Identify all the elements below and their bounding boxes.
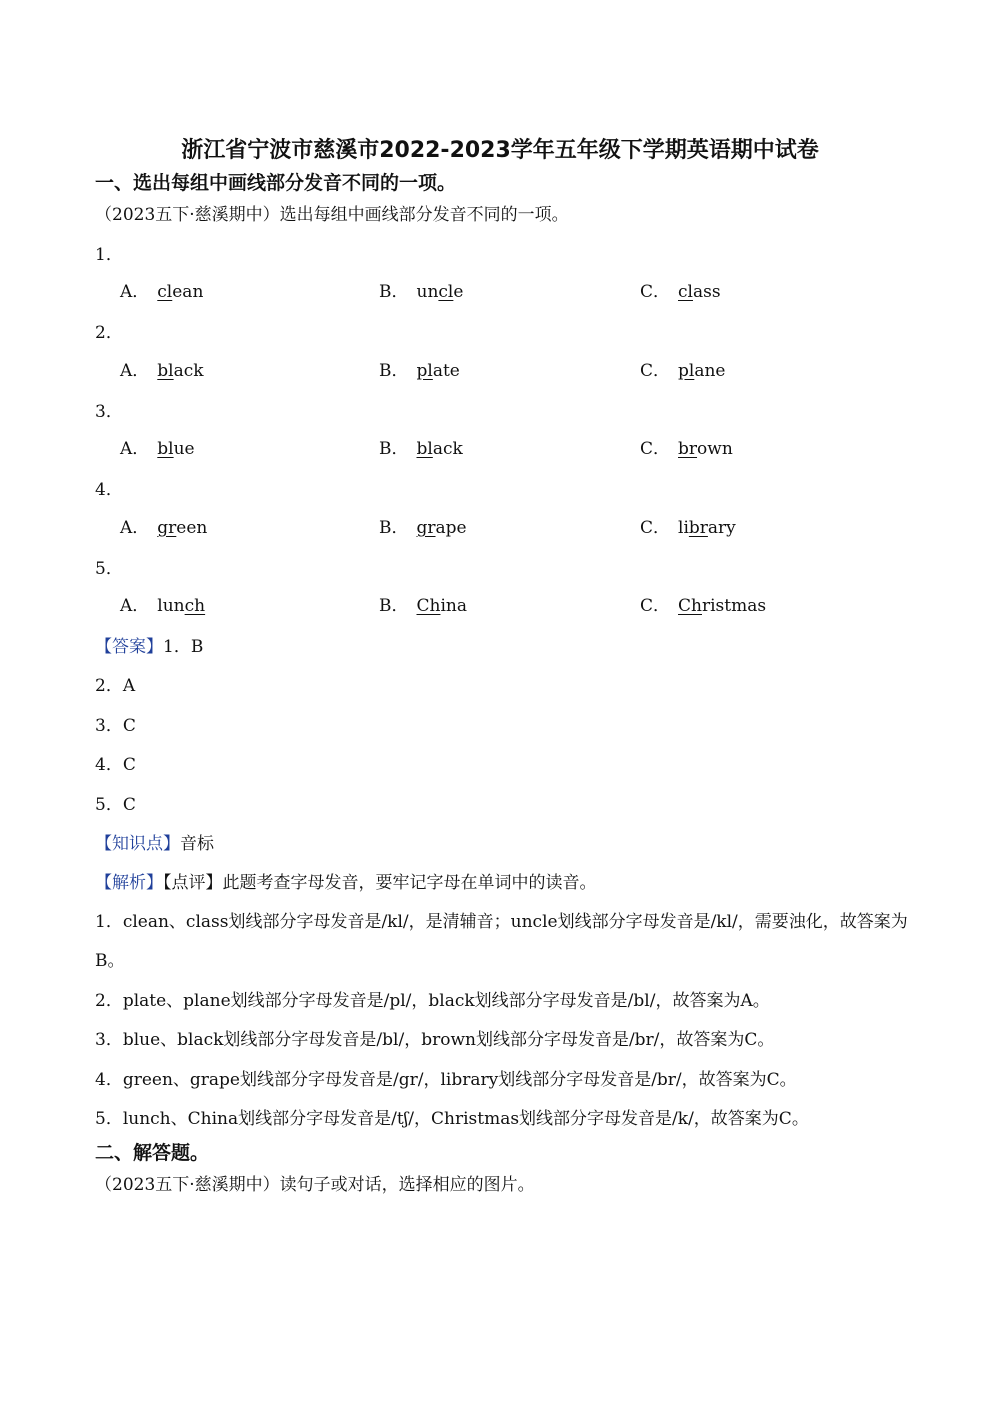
analysis-item: 3．blue、black划线部分字母发音是/bl/，brown划线部分字母发音是/br/，故答案为C。 [95, 1030, 775, 1050]
option-word: library [678, 518, 736, 538]
analysis-intro: 【点评】此题考查字母发音，要牢记字母在单词中的读音。 [163, 873, 597, 893]
option-letter: C． [640, 596, 671, 616]
underlined-part: bl [157, 439, 174, 459]
option-a [120, 436, 195, 462]
analysis-item: 5．lunch、China划线部分字母发音是/tʃ/，Christmas划线部分字母发音是/k/，故答案为C。 [95, 1109, 809, 1129]
option-word: grape [416, 518, 467, 538]
option-c [640, 279, 721, 305]
knowledge-text: 音标 [180, 834, 214, 854]
question-number: 2． [95, 323, 123, 343]
answer-line: 5．C [95, 795, 136, 815]
knowledge-tag: 【知识点】 [95, 834, 180, 854]
underlined-part: br [688, 518, 708, 538]
option-letter: B． [379, 439, 409, 459]
option-b [379, 279, 463, 305]
option-letter: A． [120, 361, 150, 381]
option-a [120, 593, 205, 619]
option-letter: A． [120, 282, 150, 302]
option-b [379, 515, 467, 541]
option-word: Christmas [678, 596, 767, 616]
option-letter: B． [379, 282, 409, 302]
option-letter: A． [120, 596, 150, 616]
option-letter: B． [379, 361, 409, 381]
option-b [379, 593, 467, 619]
option-word: clean [157, 282, 204, 302]
underlined-part: cl [678, 282, 693, 302]
answer-line [95, 634, 203, 660]
option-letter: B． [379, 518, 409, 538]
underlined-part: pl [416, 361, 433, 381]
section1-source: （2023五下·慈溪期中）选出每组中画线部分发音不同的一项。 [95, 205, 569, 225]
option-word: class [678, 282, 721, 302]
answer-text: 1．B [163, 637, 204, 657]
underlined-part: gr [416, 518, 436, 538]
section2-source: （2023五下·慈溪期中）读句子或对话，选择相应的图片。 [95, 1175, 535, 1195]
option-a [120, 279, 203, 305]
question-number: 4． [95, 480, 123, 500]
analysis-tag: 【解析】 [95, 873, 163, 893]
question-number: 5． [95, 559, 123, 579]
section2-heading: 二、解答题。 [95, 1142, 210, 1164]
section1-heading: 一、选出每组中画线部分发音不同的一项。 [95, 172, 457, 194]
option-word: plate [416, 361, 460, 381]
option-word: plane [678, 361, 726, 381]
knowledge-line [95, 831, 214, 857]
analysis-item: 2．plate、plane划线部分字母发音是/pl/，black划线部分字母发音是/bl/，故答案为A。 [95, 991, 770, 1011]
option-c [640, 515, 736, 541]
analysis-item: 1．clean、class划线部分字母发音是/kl/，是清辅音；uncle划线部分字母发音是/kl/，需要浊化，故答案为B。 [95, 912, 908, 971]
option-letter: C． [640, 282, 671, 302]
option-word: uncle [416, 282, 464, 302]
answer-line: 3．C [95, 716, 136, 736]
answer-line: 2．A [95, 676, 136, 696]
option-b [379, 436, 463, 462]
analysis-item: 4．green、grape划线部分字母发音是/gr/，library划线部分字母发音是/br/，故答案为C。 [95, 1070, 797, 1090]
underlined-part: pl [678, 361, 695, 381]
underlined-part: cl [157, 282, 173, 302]
option-letter: C． [640, 439, 671, 459]
underlined-part: Ch [678, 596, 702, 616]
option-word: green [157, 518, 208, 538]
option-word: black [157, 361, 204, 381]
option-letter: A． [120, 439, 150, 459]
option-word: blue [157, 439, 195, 459]
option-word: brown [678, 439, 733, 459]
analysis-line [95, 870, 597, 896]
option-c [640, 593, 766, 619]
option-c [640, 358, 726, 384]
underlined-part: gr [157, 518, 177, 538]
option-b [379, 358, 460, 384]
underlined-part: bl [416, 439, 433, 459]
option-c [640, 436, 733, 462]
option-letter: A． [120, 518, 150, 538]
underlined-part: bl [157, 361, 174, 381]
option-a [120, 515, 207, 541]
option-a [120, 358, 204, 384]
option-word: lunch [157, 596, 206, 616]
option-letter: C． [640, 361, 671, 381]
question-number: 3． [95, 402, 123, 422]
page-title: 浙江省宁波市慈溪市2022-2023学年五年级下学期英语期中试卷 [181, 138, 819, 163]
answer-line: 4．C [95, 755, 136, 775]
answer-tag: 【答案】 [95, 637, 163, 657]
option-word: China [416, 596, 467, 616]
underlined-part: br [678, 439, 698, 459]
option-word: black [416, 439, 463, 459]
underlined-part: Ch [416, 596, 441, 616]
question-number: 1． [95, 245, 123, 265]
option-letter: B． [379, 596, 409, 616]
underlined-part: ch [184, 596, 206, 616]
underlined-part: cl [438, 282, 454, 302]
option-letter: C． [640, 518, 671, 538]
